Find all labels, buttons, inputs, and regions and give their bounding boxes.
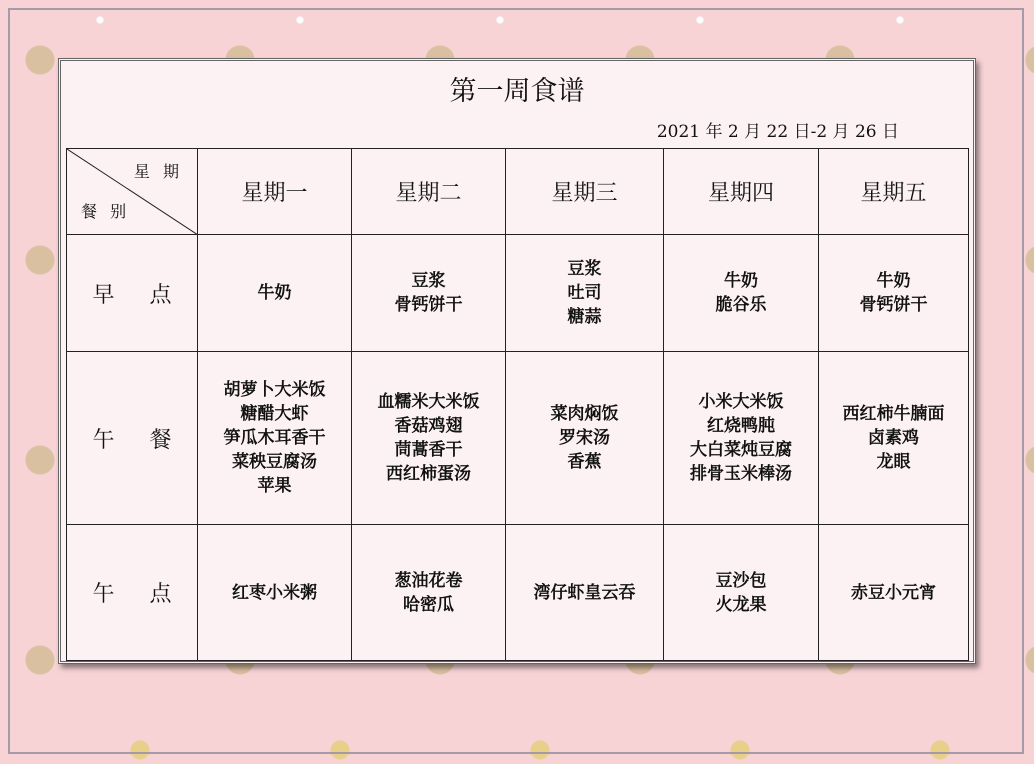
table-row — [67, 352, 969, 525]
dish: 排骨玉米棒汤 — [690, 464, 792, 484]
menu-cell — [506, 235, 664, 352]
dish: 豆浆 — [567, 259, 602, 279]
dish: 哈密瓜 — [403, 594, 454, 615]
menu-cell — [819, 352, 969, 525]
dish: 卤素鸡 — [868, 428, 919, 448]
dish: 小米大米饭 — [698, 392, 784, 412]
menu-table — [66, 148, 969, 661]
dish: 菜肉焖饭 — [550, 404, 619, 424]
day-header: 星期二 — [352, 149, 506, 235]
corner-meal-label: 餐 别 — [81, 202, 131, 221]
menu-cell — [506, 525, 664, 661]
dish: 火龙果 — [715, 594, 767, 615]
dish: 苹果 — [257, 476, 292, 496]
dish: 牛奶 — [724, 271, 758, 291]
page-title: 第一周食谱 — [449, 76, 585, 107]
dish: 湾仔虾皇云吞 — [533, 582, 636, 603]
corner-day-label: 星 期 — [133, 162, 183, 181]
menu-cell — [352, 525, 506, 661]
dish: 糖醋大虾 — [240, 404, 309, 424]
corner-header-cell — [67, 149, 198, 235]
menu-cell — [664, 525, 819, 661]
header-row — [67, 149, 969, 235]
day-header: 星期四 — [664, 149, 819, 235]
dish: 骨钙饼干 — [394, 295, 463, 315]
dish: 香菇鸡翅 — [394, 416, 463, 436]
menu-cell — [664, 352, 819, 525]
dish: 龙眼 — [876, 452, 911, 472]
dish: 豆浆 — [411, 271, 446, 291]
dish: 豆沙包 — [715, 570, 767, 591]
menu-sheet — [58, 58, 976, 664]
dish: 笋瓜木耳香干 — [223, 428, 326, 448]
dish: 西红柿牛腩面 — [842, 404, 945, 424]
dish: 赤豆小元宵 — [851, 582, 936, 603]
day-header: 星期一 — [198, 149, 352, 235]
menu-cell — [819, 235, 969, 352]
dish: 胡萝卜大米饭 — [223, 380, 326, 400]
dish: 血糯米大米饭 — [377, 392, 480, 412]
dish: 西红柿蛋汤 — [386, 464, 471, 484]
dish: 香蕉 — [567, 452, 602, 472]
dish: 骨钙饼干 — [859, 295, 928, 315]
menu-cell — [352, 235, 506, 352]
menu-cell — [352, 352, 506, 525]
dish: 糖蒜 — [567, 307, 602, 327]
table-row — [67, 525, 969, 661]
day-header: 星期五 — [819, 149, 969, 235]
meal-label-breakfast: 早 点 — [67, 235, 198, 352]
menu-cell — [198, 235, 352, 352]
dish: 红枣小米粥 — [232, 582, 317, 603]
menu-cell — [664, 235, 819, 352]
dish: 牛奶 — [257, 283, 292, 303]
dish: 红烧鸭肫 — [707, 416, 775, 436]
menu-cell — [819, 525, 969, 661]
dish: 菜秧豆腐汤 — [232, 452, 317, 472]
menu-cell — [198, 352, 352, 525]
date-range: 2021 年 2 月 22 日-2 月 26 日 — [656, 122, 899, 142]
dish: 脆谷乐 — [715, 295, 767, 315]
day-header: 星期三 — [506, 149, 664, 235]
dish: 茼蒿香干 — [394, 440, 463, 460]
dish: 罗宋汤 — [559, 428, 610, 448]
dish: 牛奶 — [876, 271, 911, 291]
meal-label-afternoon-snack: 午 点 — [67, 525, 198, 661]
table-row — [67, 235, 969, 352]
dish: 葱油花卷 — [394, 570, 463, 591]
meal-label-lunch: 午 餐 — [67, 352, 198, 525]
dish: 大白菜炖豆腐 — [690, 440, 792, 460]
dish: 吐司 — [567, 283, 602, 303]
menu-cell — [198, 525, 352, 661]
menu-cell — [506, 352, 664, 525]
